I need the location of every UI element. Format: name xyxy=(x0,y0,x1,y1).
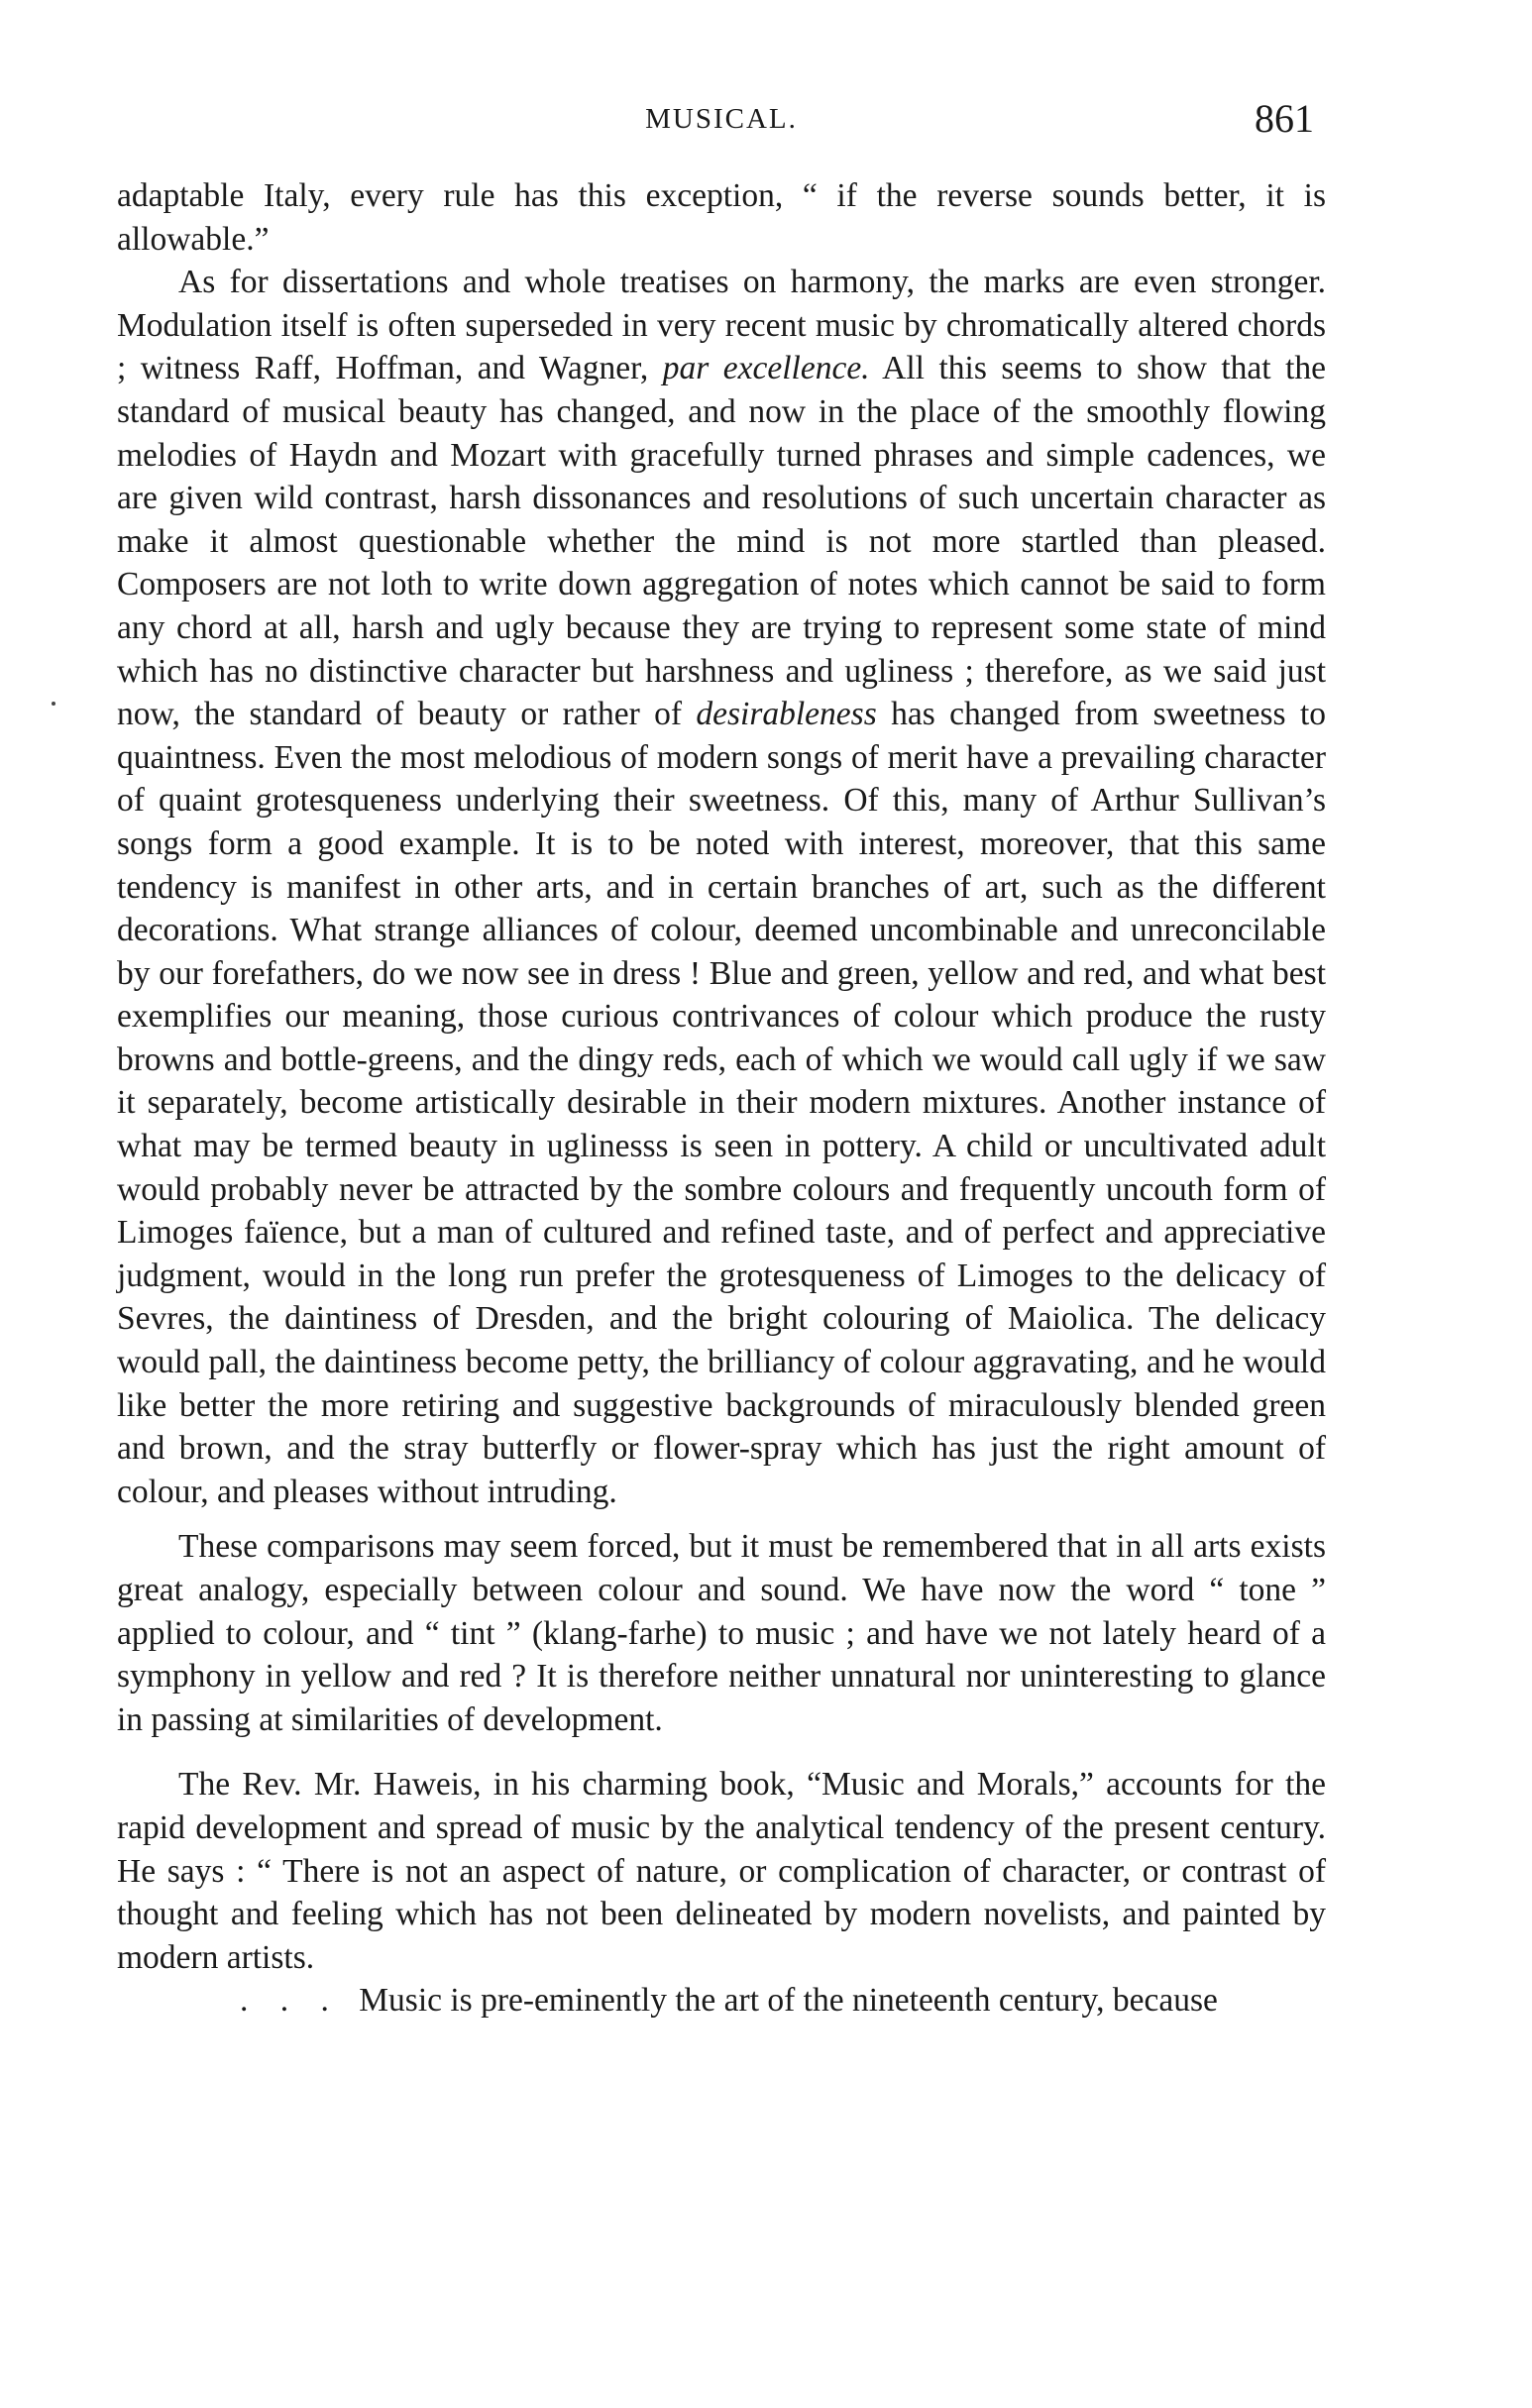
page-number: 861 xyxy=(1255,96,1314,141)
final-line-text: Music is pre-eminently the art of the nineteenth century, because xyxy=(350,1982,1218,2020)
ellipsis: . . . xyxy=(240,1982,341,2020)
body-text xyxy=(117,174,1326,2023)
paragraph-comparisons: These comparisons may seem forced, but it must be remembered that in all arts exists great analogy, especially between colour and sound. We have now the word “ tone ” applied to colour, and “ tint ” (klang-farhe) to music ; and have we not lately heard of a symphony in yellow and red ? It is therefore neither unnatural nor uninteresting to glance in passing at similarities of development. xyxy=(117,1528,1326,1738)
paragraph-haweis: The Rev. Mr. Haweis, in his charming book, “Music and Morals,” accounts for the rapid development and spread of music by the analytical tendency of the present century. He says : “ There is not an aspect of nature, or complication of character, or contrast of thought and feeling which has not been delineated by modern novelists, and painted by modern artists. xyxy=(117,1766,1326,1976)
running-title: MUSICAL. xyxy=(645,103,798,135)
paragraph-harmony-text-3: has changed from sweetness to quaintness. Even the most melodious of modern songs of merit have a prevailing character of quaint grotesqueness underlying their sweetness. Of this, many of Arthur Sullivan’s songs form a good example. It is to be noted with interest, moreover, that this same tendency is manifest in other arts, and in certain branches of art, such as the different decorations. What strange alliances of colour, deemed uncombinable and unreconcilable by our forefathers, do we now see in dress ! Blue and green, yellow and red, and what best exemplifies our meaning, those curious contrivances of colour which produce the rusty browns and bottle-greens, and the dingy reds, each of which we would call ugly if we saw it separately, become artistically desirable in their modern mixtures. Another instance of what may be termed beauty in uglinesss is seen in pottery. A child or uncultivated adult would probably never be attracted by the sombre colours and frequently uncouth form of Limoges faïence, but a man of cultured and refined taste, and of perfect and appreciative judgment, would in the long run prefer the grotesqueness of Limoges to the delicacy of Sevres, the daintiness of Dresden, and the bright colouring of Maiolica. The delicacy would pall, the daintiness become petty, the brilliancy of colour aggravating, and he would like better the more retiring and suggestive backgrounds of miraculously blended green and brown, and the stray butterfly or flower-spray which has just the right amount of colour, and pleases without intruding. xyxy=(117,696,1326,1510)
paragraph-harmony-text-2: All this seems to show that the standard of musical beauty has changed, and now in the place of the smoothly flowing melodies of Haydn and Mozart with gracefully turned phrases and simple cadences, we are given wild contrast, harsh dissonances and resolutions of such uncertain character as make it almost questionable whether the mind is not more startled than pleased. Composers are not loth to write down aggregation of notes which cannot be said to form any chord at all, harsh and ugly because they are trying to represent some state of mind which has no distinctive character but harshness and ugliness ; therefore, as we said just now, the standard of beauty or rather of xyxy=(117,350,1326,733)
italic-word-desirableness: desirableness xyxy=(696,696,877,733)
paragraph-continued: adaptable Italy, every rule has this exception, “ if the reverse sounds better, it is allowable.” xyxy=(117,177,1326,258)
paragraph-harmony-text-1: As for dissertations and whole treatises on harmony, the marks are even stronger. Modulation itself is often superseded in very recent music by chromatically altered chords ; witness Raff, Hoffman, and Wagner, xyxy=(117,264,1326,387)
paragraph-final-line xyxy=(117,1979,1326,2023)
running-head xyxy=(117,95,1326,155)
paragraph-harmony xyxy=(117,261,1326,1513)
italic-phrase-par-excellence: par excellence. xyxy=(662,350,870,387)
scan-speck xyxy=(52,702,55,706)
